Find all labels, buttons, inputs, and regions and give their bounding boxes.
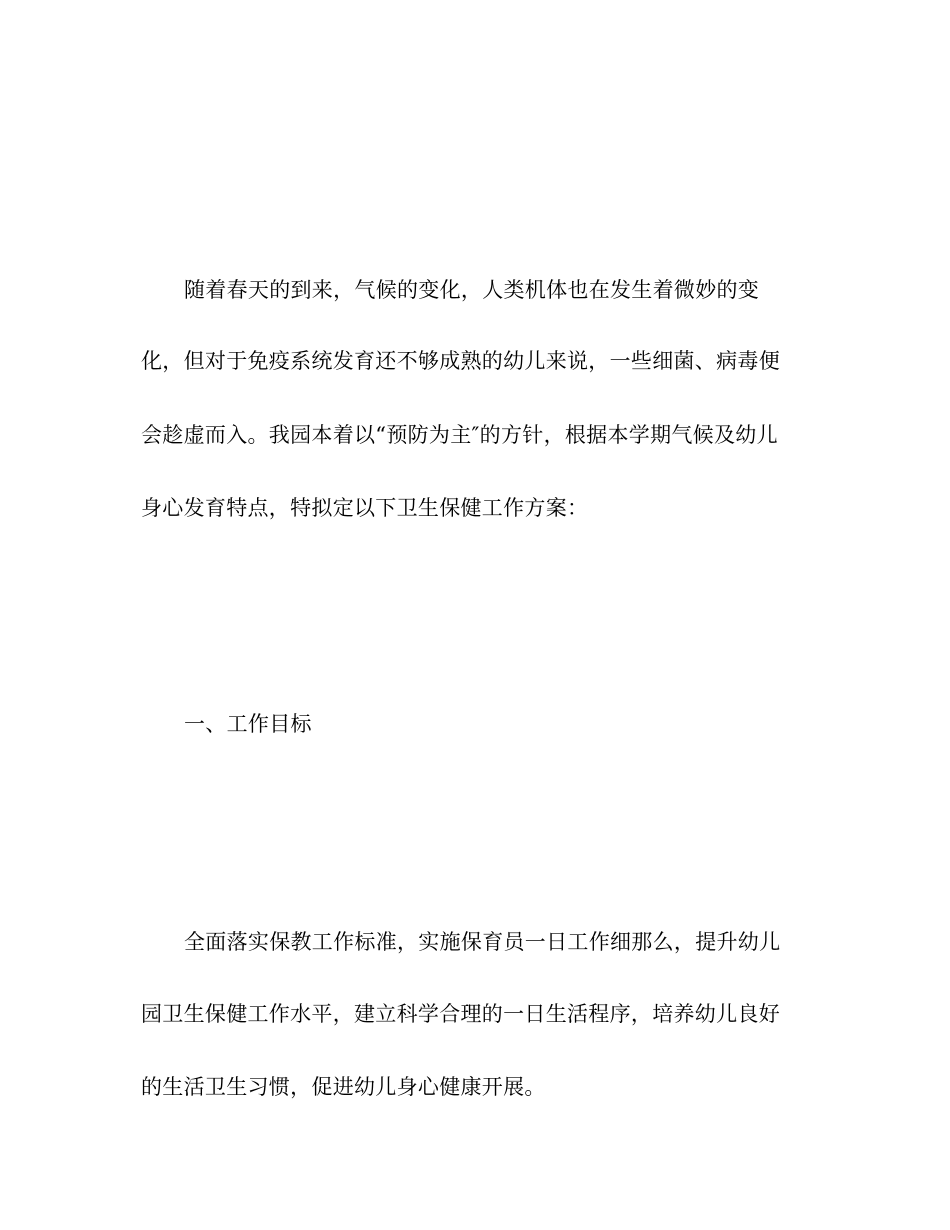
paragraph-2-line-2: 园卫生保健工作水平，建立科学合理的一日生活程序，培养幼儿良好: [141, 1002, 780, 1026]
paragraph-1-line-3: 会趁虚而入。我园本着以“预防为主″的方针，根据本学期气候及幼儿: [141, 423, 778, 447]
section-heading-work-goals: 一、工作目标: [184, 712, 312, 736]
paragraph-1-line-2: 化，但对于免疫系统发育还不够成熟的幼儿来说，一些细菌、病毒便: [141, 349, 780, 373]
paragraph-1-line-4: 身心发育特点，特拟定以下卫生保健工作方案：: [141, 496, 589, 520]
paragraph-2-line-3: 的生活卫生习惯，促进幼儿身心健康开展。: [141, 1075, 546, 1099]
paragraph-1-line-1: 随着春天的到来，气候的变化，人类机体也在发生着微妙的变: [184, 278, 760, 302]
paragraph-2-line-1: 全面落实保教工作标准，实施保育员一日工作细那么，提升幼儿: [184, 930, 781, 954]
